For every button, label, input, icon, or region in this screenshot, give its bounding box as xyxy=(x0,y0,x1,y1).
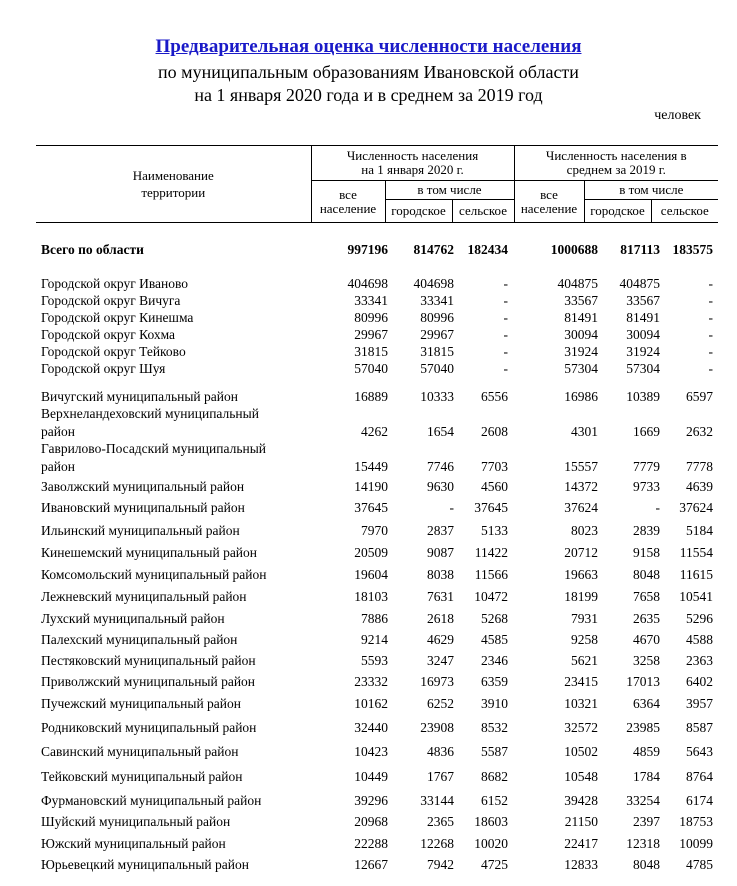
cell-all-2019: 32572 xyxy=(564,720,598,735)
cell-urban-2019: 2397 xyxy=(633,814,660,829)
cell-rural-2019: 10541 xyxy=(679,589,713,604)
table-row xyxy=(36,499,718,517)
cell-all-2020: 16889 xyxy=(354,389,388,404)
cell-urban-2019: 817113 xyxy=(620,242,660,257)
cell-rural-2020: 11566 xyxy=(474,567,508,582)
cell-urban-2020: 1767 xyxy=(427,769,454,784)
cell-rural-2019: 8587 xyxy=(686,720,713,735)
cell-urban-2020: 33144 xyxy=(420,793,454,808)
cell-urban-2020: 4836 xyxy=(427,744,454,759)
cell-all-2020: 23332 xyxy=(354,674,388,689)
cell-rural-2019: 5296 xyxy=(686,611,713,626)
cell-all-2019: 14372 xyxy=(564,479,598,494)
cell-urban-2019: 3258 xyxy=(633,653,660,668)
period2-urban-header: городское xyxy=(590,203,645,218)
report-subtitle-line2: на 1 января 2020 года и в среднем за 2019 год xyxy=(194,85,543,105)
cell-all-2020: 80996 xyxy=(354,310,388,325)
row-name: Городской округ Шуя xyxy=(41,361,166,376)
cell-urban-2019: 7779 xyxy=(633,459,660,474)
cell-rural-2020: 8682 xyxy=(481,769,508,784)
cell-rural-2019: 5643 xyxy=(686,744,713,759)
row-name-continued: район xyxy=(41,459,75,474)
cell-rural-2019: 2363 xyxy=(686,653,713,668)
cell-all-2019: 39428 xyxy=(564,793,598,808)
cell-all-2019: 10321 xyxy=(564,696,598,711)
period1-header: Численность населения на 1 января 2020 г. xyxy=(346,148,479,177)
table-row xyxy=(36,292,718,310)
period2-rural-header: сельское xyxy=(660,203,709,218)
cell-all-2020: 29967 xyxy=(354,327,388,342)
table-row xyxy=(36,673,718,691)
row-name: Палехский муниципальный район xyxy=(41,632,238,647)
cell-all-2020: 9214 xyxy=(361,632,388,647)
cell-rural-2019: - xyxy=(708,344,713,359)
cell-urban-2020: - xyxy=(449,500,454,515)
cell-urban-2019: 31924 xyxy=(626,344,660,359)
unit-label: человек xyxy=(654,108,701,123)
table-row xyxy=(36,478,718,496)
cell-rural-2019: 11554 xyxy=(679,545,713,560)
cell-urban-2019: - xyxy=(655,500,660,515)
cell-urban-2019: 8048 xyxy=(633,857,660,872)
cell-urban-2019: 30094 xyxy=(626,327,660,342)
cell-all-2019: 20712 xyxy=(564,545,598,560)
cell-rural-2019: 5184 xyxy=(686,523,713,538)
row-name: Гаврилово-Посадский муниципальный xyxy=(41,441,266,456)
cell-urban-2020: 57040 xyxy=(420,361,454,376)
row-name: Лежневский муниципальный район xyxy=(41,589,247,604)
cell-all-2019: 21150 xyxy=(564,814,598,829)
table-row xyxy=(36,360,718,378)
cell-rural-2020: 3910 xyxy=(481,696,508,711)
cell-all-2019: 18199 xyxy=(564,589,598,604)
cell-urban-2020: 33341 xyxy=(420,293,454,308)
cell-all-2020: 4262 xyxy=(361,424,388,439)
row-name: Верхнеландеховский муниципальный xyxy=(41,406,259,421)
cell-rural-2020: 6556 xyxy=(481,389,508,404)
cell-urban-2020: 16973 xyxy=(420,674,454,689)
cell-all-2020: 31815 xyxy=(354,344,388,359)
period2-header: Численность населения в среднем за 2019 г. xyxy=(545,148,687,177)
table-header xyxy=(36,145,718,223)
table-row xyxy=(36,768,718,786)
row-name: Пучежский муниципальный район xyxy=(41,696,241,711)
cell-rural-2019: 18753 xyxy=(679,814,713,829)
cell-urban-2019: 2635 xyxy=(633,611,660,626)
row-name: Городской округ Кинешма xyxy=(41,310,194,325)
cell-all-2019: 15557 xyxy=(564,459,598,474)
cell-urban-2019: 1669 xyxy=(633,424,660,439)
cell-urban-2020: 23908 xyxy=(420,720,454,735)
cell-urban-2020: 9087 xyxy=(427,545,454,560)
cell-urban-2019: 57304 xyxy=(626,361,660,376)
row-name: Городской округ Иваново xyxy=(41,276,189,291)
cell-rural-2020: 5268 xyxy=(481,611,508,626)
cell-all-2020: 404698 xyxy=(347,276,388,291)
period2-all-header: все население xyxy=(520,186,578,216)
row-name: Савинский муниципальный район xyxy=(41,744,239,759)
cell-rural-2019: - xyxy=(708,327,713,342)
period1-including-header: в том числе xyxy=(417,182,482,197)
cell-rural-2020: 4585 xyxy=(481,632,508,647)
cell-urban-2019: 2839 xyxy=(633,523,660,538)
cell-all-2019: 4301 xyxy=(571,424,598,439)
cell-all-2019: 9258 xyxy=(571,632,598,647)
cell-urban-2019: 8048 xyxy=(633,567,660,582)
cell-all-2020: 10449 xyxy=(354,769,388,784)
cell-urban-2019: 23985 xyxy=(626,720,660,735)
row-name: Кинешемский муниципальный район xyxy=(41,545,258,560)
cell-urban-2020: 7746 xyxy=(427,459,454,474)
cell-all-2020: 7970 xyxy=(361,523,388,538)
cell-urban-2019: 4670 xyxy=(633,632,660,647)
cell-urban-2020: 7942 xyxy=(427,857,454,872)
cell-urban-2020: 2837 xyxy=(427,523,454,538)
cell-all-2020: 12667 xyxy=(354,857,388,872)
cell-all-2020: 39296 xyxy=(354,793,388,808)
cell-urban-2020: 6252 xyxy=(427,696,454,711)
cell-rural-2020: 7703 xyxy=(481,459,508,474)
cell-all-2019: 57304 xyxy=(564,361,598,376)
row-name: Южский муниципальный район xyxy=(41,836,226,851)
cell-all-2019: 33567 xyxy=(564,293,598,308)
cell-rural-2020: 2346 xyxy=(481,653,508,668)
period1-all-header: все население xyxy=(319,186,377,216)
cell-rural-2020: 8532 xyxy=(481,720,508,735)
row-name: Комсомольский муниципальный район xyxy=(41,567,267,582)
row-name: Приволжский муниципальный район xyxy=(41,674,256,689)
cell-rural-2019: 6402 xyxy=(686,674,713,689)
row-name: Городской округ Вичуга xyxy=(41,293,181,308)
cell-rural-2020: - xyxy=(503,293,508,308)
cell-rural-2020: 6152 xyxy=(481,793,508,808)
row-name: Вичугский муниципальный район xyxy=(41,389,238,404)
cell-all-2020: 997196 xyxy=(347,242,388,257)
cell-urban-2020: 29967 xyxy=(420,327,454,342)
cell-rural-2019: 8764 xyxy=(686,769,713,784)
cell-rural-2020: 4725 xyxy=(481,857,508,872)
table-row xyxy=(36,695,718,713)
cell-rural-2020: 6359 xyxy=(481,674,508,689)
cell-all-2020: 15449 xyxy=(354,459,388,474)
cell-all-2019: 7931 xyxy=(571,611,598,626)
cell-urban-2019: 81491 xyxy=(626,310,660,325)
cell-all-2020: 33341 xyxy=(354,293,388,308)
cell-urban-2020: 7631 xyxy=(427,589,454,604)
row-name: Юрьевецкий муниципальный район xyxy=(41,857,249,872)
report-subtitle-line1: по муниципальным образованиям Ивановской области xyxy=(158,62,579,82)
table-row xyxy=(36,405,718,441)
cell-rural-2020: 5133 xyxy=(481,523,508,538)
cell-rural-2019: - xyxy=(708,293,713,308)
cell-urban-2019: 33567 xyxy=(626,293,660,308)
cell-urban-2020: 12268 xyxy=(420,836,454,851)
row-name: Городской округ Тейково xyxy=(41,344,186,359)
cell-urban-2019: 17013 xyxy=(626,674,660,689)
table-row xyxy=(36,275,718,293)
cell-all-2019: 10502 xyxy=(564,744,598,759)
table-row xyxy=(36,388,718,406)
cell-urban-2020: 9630 xyxy=(427,479,454,494)
cell-urban-2019: 7658 xyxy=(633,589,660,604)
cell-urban-2020: 31815 xyxy=(420,344,454,359)
row-name: Городской округ Кохма xyxy=(41,327,176,342)
cell-urban-2020: 3247 xyxy=(427,653,454,668)
cell-rural-2019: 7778 xyxy=(686,459,713,474)
cell-urban-2019: 1784 xyxy=(633,769,660,784)
table-row xyxy=(36,719,718,737)
table-row xyxy=(36,566,718,584)
cell-rural-2020: - xyxy=(503,361,508,376)
cell-urban-2019: 10389 xyxy=(626,389,660,404)
cell-rural-2020: - xyxy=(503,276,508,291)
table-row-total xyxy=(36,241,718,259)
cell-rural-2020: 11422 xyxy=(474,545,508,560)
cell-rural-2019: 11615 xyxy=(679,567,713,582)
cell-rural-2019: 4785 xyxy=(686,857,713,872)
row-name: Шуйский муниципальный район xyxy=(41,814,231,829)
cell-all-2019: 19663 xyxy=(564,567,598,582)
row-name: Пестяковский муниципальный район xyxy=(41,653,256,668)
cell-rural-2019: 4588 xyxy=(686,632,713,647)
cell-all-2019: 37624 xyxy=(564,500,598,515)
table-row xyxy=(36,610,718,628)
cell-rural-2020: 18603 xyxy=(474,814,508,829)
cell-rural-2020: - xyxy=(503,344,508,359)
row-name: Лухский муниципальный район xyxy=(41,611,225,626)
cell-all-2019: 1000688 xyxy=(550,242,598,257)
cell-all-2019: 31924 xyxy=(564,344,598,359)
cell-urban-2020: 2618 xyxy=(427,611,454,626)
table-row xyxy=(36,588,718,606)
cell-all-2020: 19604 xyxy=(354,567,388,582)
territory-header: Наименование территории xyxy=(132,168,214,200)
cell-urban-2020: 80996 xyxy=(420,310,454,325)
cell-all-2020: 10423 xyxy=(354,744,388,759)
cell-rural-2020: - xyxy=(503,327,508,342)
table-row xyxy=(36,343,718,361)
cell-rural-2020: 10020 xyxy=(474,836,508,851)
cell-all-2020: 22288 xyxy=(354,836,388,851)
cell-all-2019: 12833 xyxy=(564,857,598,872)
cell-rural-2020: - xyxy=(503,310,508,325)
cell-rural-2020: 182434 xyxy=(467,242,508,257)
table-row xyxy=(36,856,718,874)
cell-urban-2020: 8038 xyxy=(427,567,454,582)
table-row xyxy=(36,813,718,831)
cell-all-2019: 16986 xyxy=(564,389,598,404)
row-name: Заволжский муниципальный район xyxy=(41,479,245,494)
cell-all-2019: 30094 xyxy=(564,327,598,342)
cell-all-2019: 23415 xyxy=(564,674,598,689)
cell-all-2019: 404875 xyxy=(557,276,598,291)
cell-urban-2019: 4859 xyxy=(633,744,660,759)
cell-urban-2020: 10333 xyxy=(420,389,454,404)
cell-urban-2020: 814762 xyxy=(413,242,454,257)
cell-all-2019: 8023 xyxy=(571,523,598,538)
cell-rural-2019: - xyxy=(708,361,713,376)
cell-rural-2019: 183575 xyxy=(672,242,713,257)
cell-all-2020: 37645 xyxy=(354,500,388,515)
table-row xyxy=(36,440,718,476)
cell-urban-2019: 6364 xyxy=(633,696,660,711)
table-row xyxy=(36,652,718,670)
period1-rural-header: сельское xyxy=(459,203,507,218)
cell-all-2020: 20968 xyxy=(354,814,388,829)
cell-rural-2019: 3957 xyxy=(686,696,713,711)
cell-rural-2019: - xyxy=(708,276,713,291)
row-name: Всего по области xyxy=(41,242,144,257)
cell-rural-2019: 10099 xyxy=(679,836,713,851)
cell-all-2020: 7886 xyxy=(361,611,388,626)
cell-urban-2020: 1654 xyxy=(427,424,454,439)
cell-urban-2020: 404698 xyxy=(413,276,454,291)
cell-all-2020: 57040 xyxy=(354,361,388,376)
table-row xyxy=(36,792,718,810)
row-name: Ивановский муниципальный район xyxy=(41,500,245,515)
cell-all-2020: 10162 xyxy=(354,696,388,711)
table-row xyxy=(36,309,718,327)
cell-rural-2020: 5587 xyxy=(481,744,508,759)
cell-all-2020: 18103 xyxy=(354,589,388,604)
cell-urban-2020: 2365 xyxy=(427,814,454,829)
cell-all-2019: 10548 xyxy=(564,769,598,784)
cell-all-2020: 32440 xyxy=(354,720,388,735)
cell-rural-2019: 6174 xyxy=(686,793,713,808)
cell-rural-2020: 10472 xyxy=(474,589,508,604)
cell-urban-2019: 9733 xyxy=(633,479,660,494)
cell-rural-2019: 37624 xyxy=(679,500,713,515)
cell-rural-2019: - xyxy=(708,310,713,325)
table-row xyxy=(36,326,718,344)
cell-all-2019: 5621 xyxy=(571,653,598,668)
table-row xyxy=(36,544,718,562)
row-name: Родниковский муниципальный район xyxy=(41,720,257,735)
cell-urban-2019: 9158 xyxy=(633,545,660,560)
row-name-continued: район xyxy=(41,424,75,439)
cell-urban-2019: 33254 xyxy=(626,793,660,808)
row-name: Фурмановский муниципальный район xyxy=(41,793,262,808)
cell-all-2020: 5593 xyxy=(361,653,388,668)
cell-rural-2020: 37645 xyxy=(474,500,508,515)
period2-including-header: в том числе xyxy=(619,182,684,197)
cell-rural-2019: 4639 xyxy=(686,479,713,494)
cell-urban-2019: 404875 xyxy=(619,276,660,291)
cell-all-2019: 81491 xyxy=(564,310,598,325)
cell-all-2020: 14190 xyxy=(354,479,388,494)
report-title[interactable]: Предварительная оценка численности населения xyxy=(155,36,582,57)
cell-rural-2020: 2608 xyxy=(481,424,508,439)
cell-all-2019: 22417 xyxy=(564,836,598,851)
cell-rural-2019: 6597 xyxy=(686,389,713,404)
table-row xyxy=(36,835,718,853)
table-row xyxy=(36,631,718,649)
table-row xyxy=(36,522,718,540)
cell-rural-2019: 2632 xyxy=(686,424,713,439)
period1-urban-header: городское xyxy=(391,203,446,218)
cell-urban-2019: 12318 xyxy=(626,836,660,851)
table-row xyxy=(36,743,718,761)
cell-urban-2020: 4629 xyxy=(427,632,454,647)
cell-all-2020: 20509 xyxy=(354,545,388,560)
cell-rural-2020: 4560 xyxy=(481,479,508,494)
row-name: Ильинский муниципальный район xyxy=(41,523,240,538)
row-name: Тейковский муниципальный район xyxy=(41,769,243,784)
